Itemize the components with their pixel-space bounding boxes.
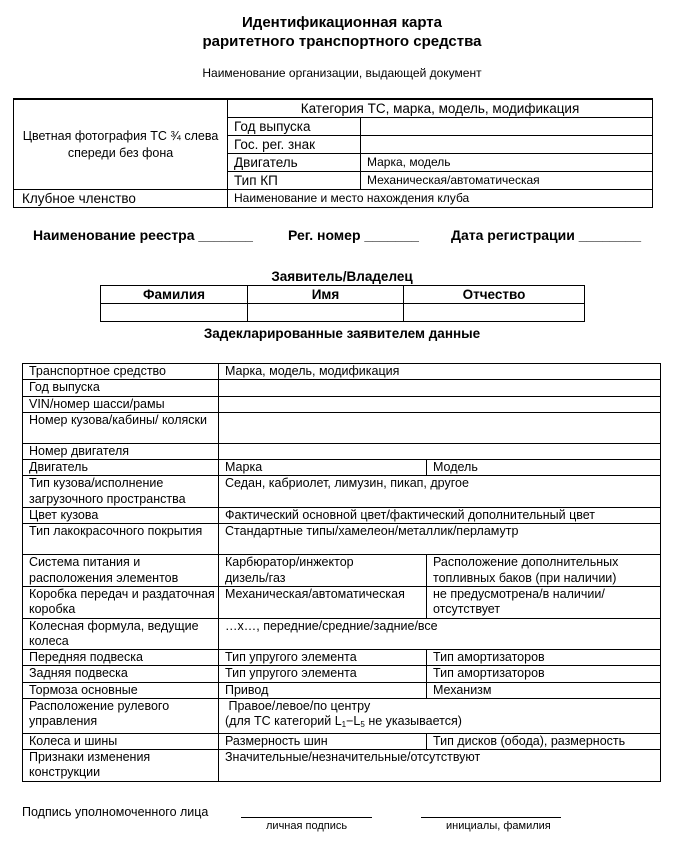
owner-table xyxy=(100,285,585,322)
row-value[interactable]: Карбюратор/инжектор дизель/газ xyxy=(219,555,427,587)
registration-date-field[interactable]: Дата регистрации ________ xyxy=(451,227,642,243)
row-label: Признаки изменения конструкции xyxy=(23,749,219,781)
row-value[interactable] xyxy=(219,380,661,396)
row-label: Номер кузова/кабины/ коляски xyxy=(23,412,219,443)
table-row xyxy=(23,749,661,781)
row-label: Год выпуска xyxy=(23,380,219,396)
row-value[interactable]: Фактический основной цвет/фактический дополнительный цвет xyxy=(219,508,661,524)
table-row xyxy=(23,682,661,698)
table-row xyxy=(23,524,661,555)
row-label: Задняя подвеска xyxy=(23,666,219,682)
owner-surname-input[interactable] xyxy=(101,304,248,322)
row-value[interactable] xyxy=(219,412,661,443)
row-value[interactable]: Механическая/автоматическая xyxy=(219,586,427,618)
table-row xyxy=(23,508,661,524)
row-label: Тип кузова/исполнение загрузочного пространства xyxy=(23,476,219,508)
row-value2[interactable]: Расположение дополнительных топливных баков (при наличии) xyxy=(427,555,661,587)
row-value2[interactable]: Тип дисков (обода), размерность xyxy=(427,733,661,749)
row-label: VIN/номер шасси/рамы xyxy=(23,396,219,412)
table-row xyxy=(23,555,661,587)
row-value[interactable]: …х…, передние/средние/задние/все xyxy=(219,618,661,650)
card-label-plate: Гос. рег. знак xyxy=(228,136,361,154)
row-value[interactable] xyxy=(219,396,661,412)
table-row xyxy=(23,443,661,459)
row-label: Коробка передач и раздаточная коробка xyxy=(23,586,219,618)
category-subscript-1: 1 xyxy=(341,720,347,730)
card-table xyxy=(13,99,653,208)
owner-col-name: Имя xyxy=(248,286,404,304)
table-row xyxy=(23,666,661,682)
table-row xyxy=(23,476,661,508)
declared-table xyxy=(22,363,661,782)
row-value[interactable] xyxy=(219,443,661,459)
row-label: Транспортное средство xyxy=(23,364,219,380)
table-row xyxy=(23,396,661,412)
registry-name-field[interactable]: Наименование реестра _______ xyxy=(33,227,253,243)
row-value2[interactable]: Модель xyxy=(427,460,661,476)
card-label-gearbox: Тип КП xyxy=(228,172,361,190)
steering-line1: Правое/левое/по центру xyxy=(225,699,371,714)
doc-title-line2: раритетного транспортного средства xyxy=(202,33,482,50)
photo-placeholder[interactable]: Цветная фотография ТС ¾ слева спереди без фона xyxy=(14,100,228,190)
row-value2[interactable]: Тип амортизаторов xyxy=(427,666,661,682)
card-value-plate[interactable] xyxy=(361,136,653,154)
table-row xyxy=(23,412,661,443)
steering-note-prefix: (для ТС категорий L xyxy=(225,714,342,729)
card-value-gearbox[interactable]: Механическая/автоматическая xyxy=(361,172,653,190)
row-value2[interactable]: Механизм xyxy=(427,682,661,698)
table-row xyxy=(23,380,661,396)
row-label: Цвет кузова xyxy=(23,508,219,524)
category-header: Категория ТС, марка, модель, модификация xyxy=(228,100,653,118)
table-row xyxy=(23,364,661,380)
row-value[interactable]: Тип упругого элемента xyxy=(219,666,427,682)
row-label: Передняя подвеска xyxy=(23,650,219,666)
initials-line[interactable] xyxy=(421,817,561,818)
declared-caption: Задекларированные заявителем данные xyxy=(203,326,481,341)
row-label: Тормоза основные xyxy=(23,682,219,698)
steering-value[interactable] xyxy=(219,699,661,734)
row-label: Система питания и расположения элементов xyxy=(23,555,219,587)
row-value[interactable]: Марка, модель, модификация xyxy=(219,364,661,380)
table-row xyxy=(23,733,661,749)
row-value[interactable]: Размерность шин xyxy=(219,733,427,749)
row-label: Двигатель xyxy=(23,460,219,476)
owner-caption: Заявитель/Владелец xyxy=(271,269,413,284)
row-label: Тип лакокрасочного покрытия xyxy=(23,524,219,555)
row-label: Колеса и шины xyxy=(23,733,219,749)
table-row xyxy=(23,460,661,476)
owner-col-surname: Фамилия xyxy=(101,286,248,304)
row-value[interactable]: Привод xyxy=(219,682,427,698)
owner-col-patronymic: Отчество xyxy=(404,286,585,304)
row-value2[interactable]: Тип амортизаторов xyxy=(427,650,661,666)
club-label: Клубное членство xyxy=(14,190,228,208)
category-range-dash: −L xyxy=(346,714,361,729)
row-label: Колесная формула, ведущие колеса xyxy=(23,618,219,650)
category-subscript-5: 5 xyxy=(360,720,365,730)
row-value[interactable]: Значительные/незначительные/отсутствуют xyxy=(219,749,661,781)
steering-line2 xyxy=(225,714,660,732)
signature-label: Подпись уполномоченного лица xyxy=(22,805,209,819)
row-value[interactable]: Тип упругого элемента xyxy=(219,650,427,666)
owner-patronymic-input[interactable] xyxy=(404,304,585,322)
table-row xyxy=(23,618,661,650)
club-value[interactable]: Наименование и место нахождения клуба xyxy=(228,190,653,208)
row-label: Расположение рулевого управления xyxy=(23,699,219,734)
row-label: Номер двигателя xyxy=(23,443,219,459)
issuer-name: Наименование организации, выдающей документ xyxy=(202,66,482,80)
row-value2[interactable]: не предусмотрена/в наличии/ отсутствует xyxy=(427,586,661,618)
row-value[interactable]: Марка xyxy=(219,460,427,476)
registry-number-field[interactable]: Рег. номер _______ xyxy=(288,227,419,243)
table-row xyxy=(23,650,661,666)
owner-name-input[interactable] xyxy=(248,304,404,322)
card-label-engine: Двигатель xyxy=(228,154,361,172)
signature-line[interactable] xyxy=(241,817,372,818)
table-row xyxy=(23,699,661,734)
steering-note-suffix: не указывается) xyxy=(364,714,462,729)
row-value[interactable]: Стандартные типы/хамелеон/металлик/перламутр xyxy=(219,524,661,555)
card-value-engine[interactable]: Марка, модель xyxy=(361,154,653,172)
row-value[interactable]: Седан, кабриолет, лимузин, пикап, другое xyxy=(219,476,661,508)
doc-title-line1: Идентификационная карта xyxy=(242,14,442,31)
card-label-year: Год выпуска xyxy=(228,118,361,136)
card-value-year[interactable] xyxy=(361,118,653,136)
initials-caption: инициалы, фамилия xyxy=(446,820,551,832)
table-row xyxy=(23,586,661,618)
signature-caption: личная подпись xyxy=(266,820,348,832)
